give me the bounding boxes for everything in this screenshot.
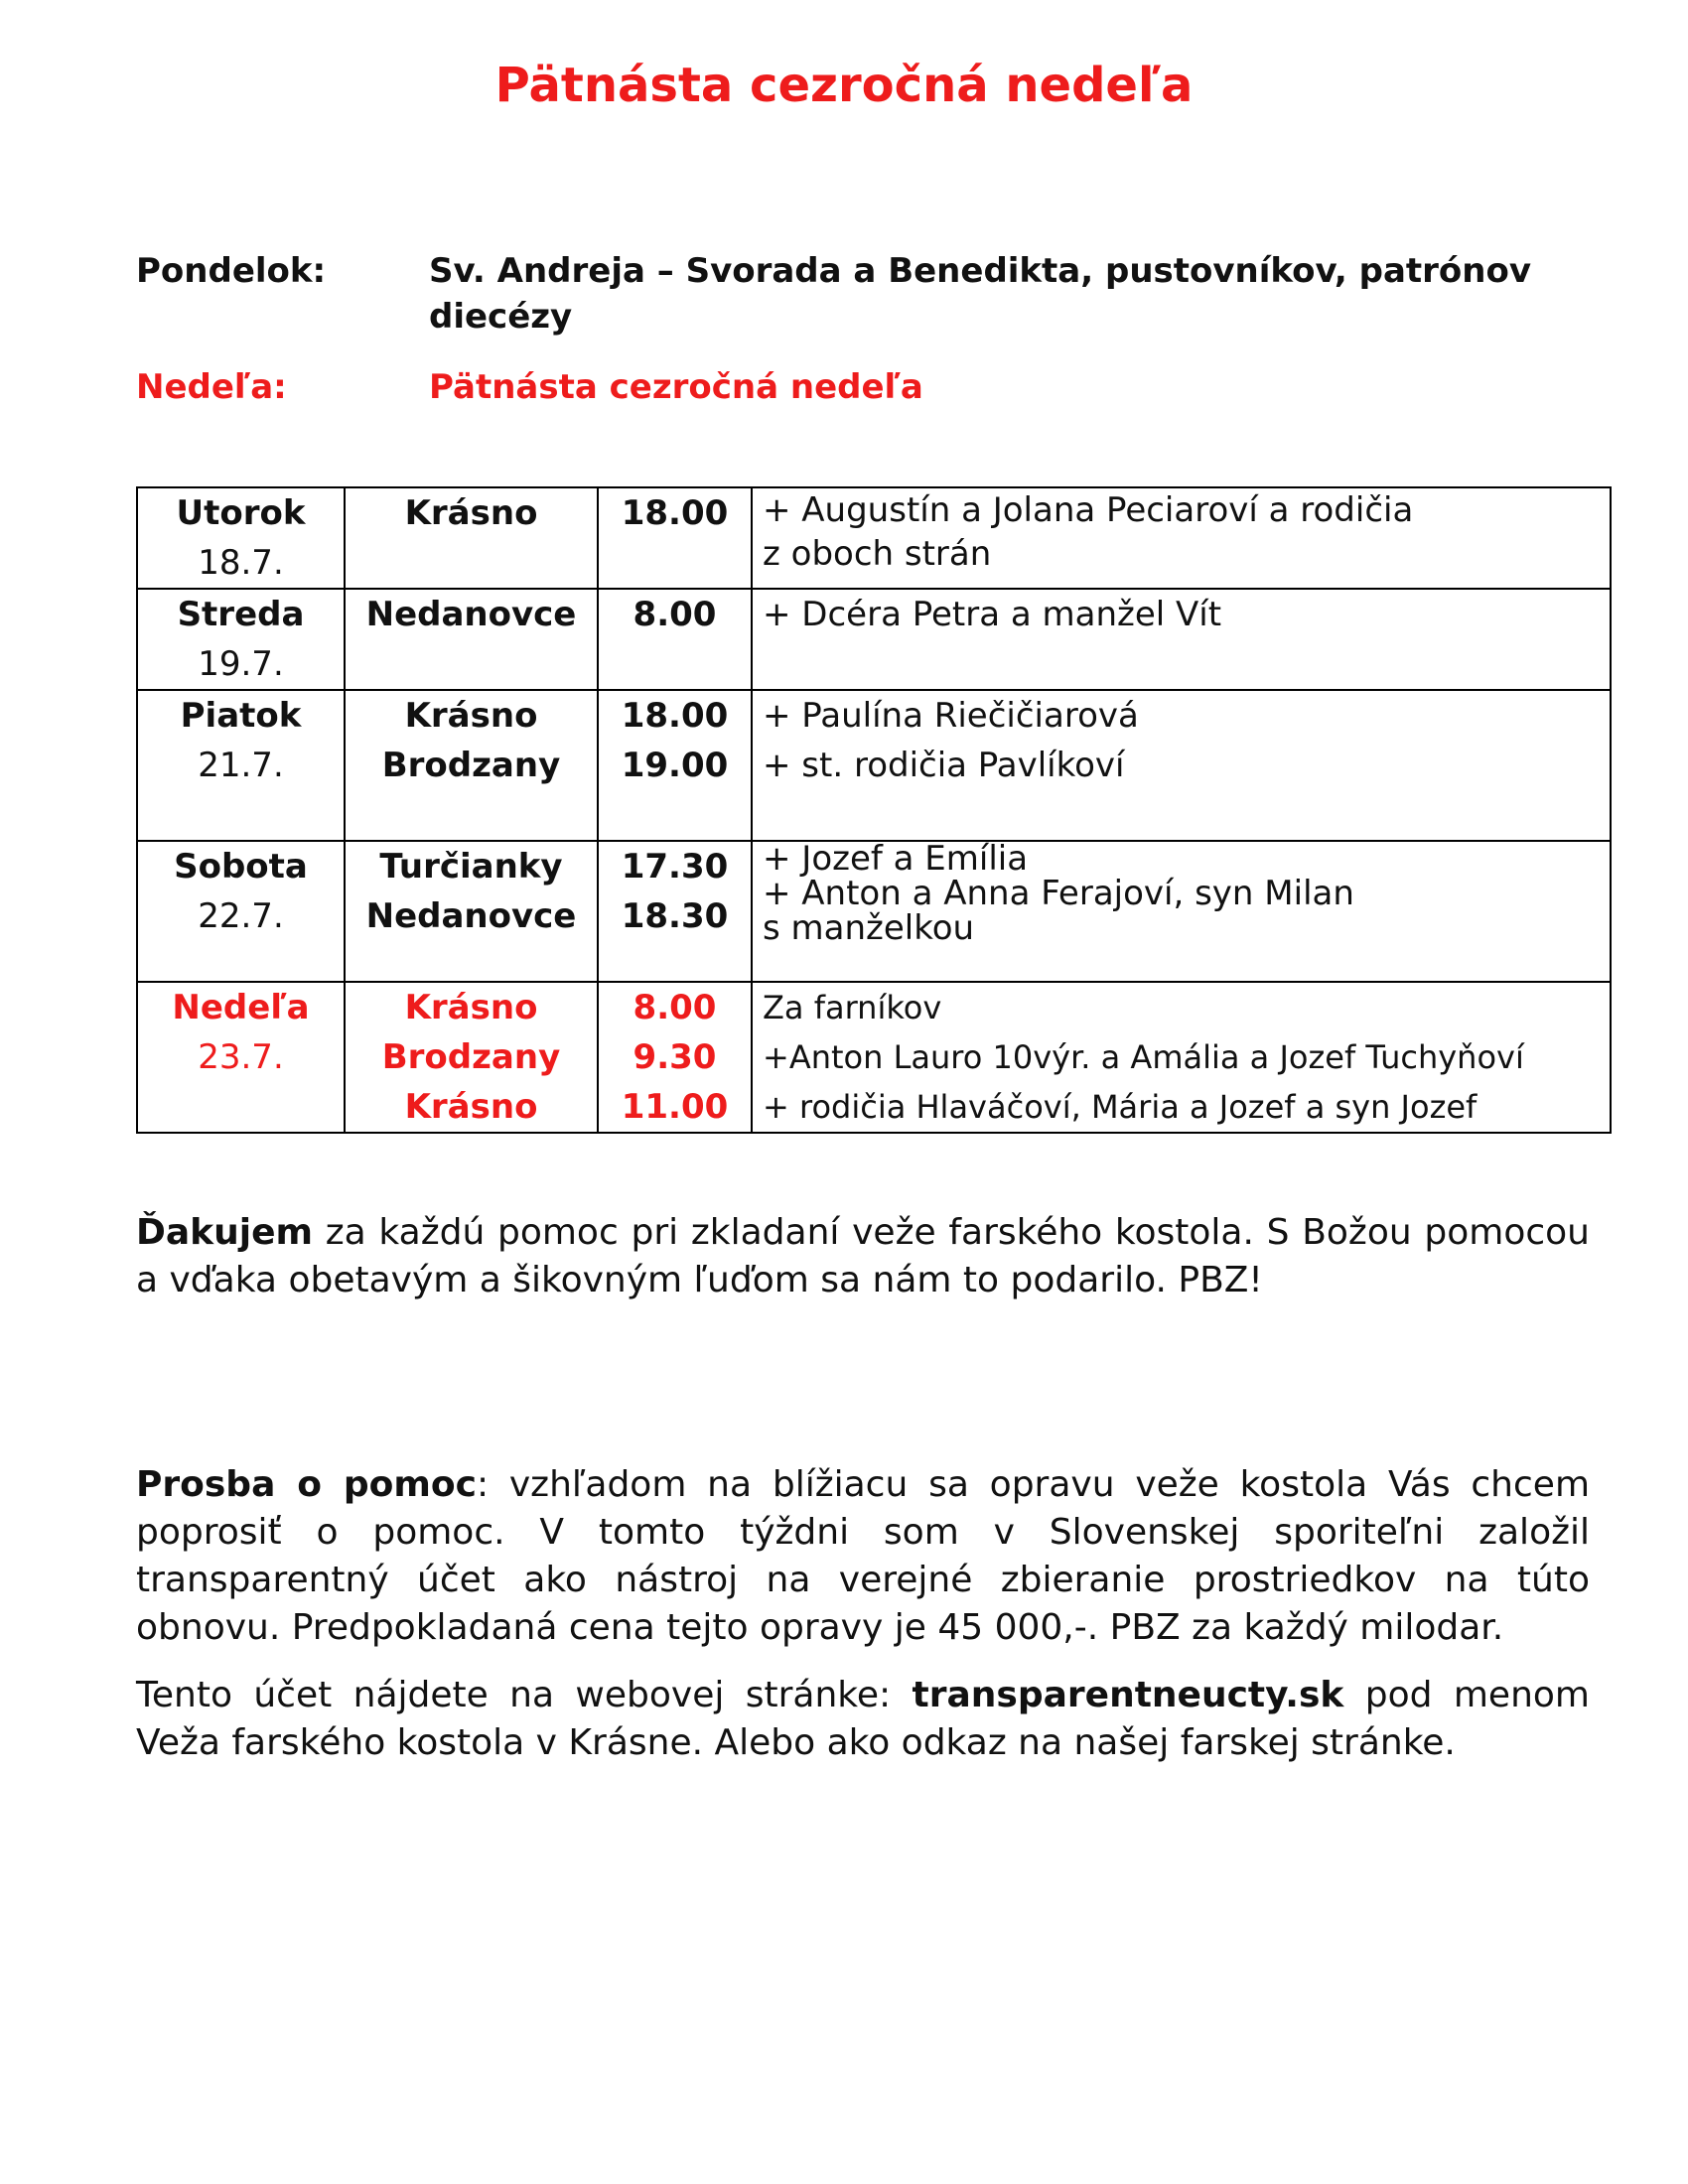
place-name: Krásno bbox=[404, 696, 538, 736]
account-website[interactable]: transparentneucty.sk bbox=[912, 1675, 1344, 1715]
schedule-place-cell bbox=[345, 982, 598, 1133]
mass-time: 19.00 bbox=[621, 746, 729, 785]
place-name: Turčianky bbox=[379, 847, 563, 887]
day-date: 22.7. bbox=[198, 896, 284, 936]
mass-intention: s manželkou bbox=[763, 908, 975, 948]
place-name: Brodzany bbox=[381, 746, 561, 785]
day-name: Utorok bbox=[176, 493, 306, 533]
thanks-lead: Ďakujem bbox=[136, 1212, 314, 1253]
mass-intention: Za farníkov bbox=[763, 989, 942, 1026]
schedule-row bbox=[137, 841, 1611, 982]
feast-name: Sv. Andreja – Svorada a Benedikta, pustovníkov, patrónov diecézy bbox=[429, 251, 1531, 337]
schedule-time-cell bbox=[598, 982, 752, 1133]
place-name: Brodzany bbox=[381, 1037, 561, 1077]
schedule-intention-cell bbox=[752, 589, 1611, 690]
mass-schedule-table bbox=[136, 486, 1612, 1134]
page-title: Pätnásta cezročná nedeľa bbox=[494, 58, 1194, 113]
mass-intention: + Augustín a Jolana Peciaroví a rodičia bbox=[763, 490, 1414, 530]
schedule-row bbox=[137, 982, 1611, 1133]
schedule-place-cell bbox=[345, 487, 598, 589]
schedule-place-cell bbox=[345, 589, 598, 690]
account-text-after: pod menom Veža farského kostola v Krásne. Alebo ako odkaz na našej farskej stránke. bbox=[136, 1675, 1590, 1763]
schedule-time-cell bbox=[598, 690, 752, 841]
place-name: Krásno bbox=[404, 1087, 538, 1127]
day-name: Streda bbox=[177, 595, 305, 634]
day-name: Sobota bbox=[174, 847, 308, 887]
feast-day: Pondelok: bbox=[136, 251, 327, 291]
schedule-intention-cell bbox=[752, 982, 1611, 1133]
place-name: Nedanovce bbox=[365, 896, 577, 936]
schedule-time-cell bbox=[598, 589, 752, 690]
schedule-intention-cell bbox=[752, 487, 1611, 589]
schedule-place-cell bbox=[345, 690, 598, 841]
schedule-day-cell bbox=[137, 841, 345, 982]
mass-time: 8.00 bbox=[633, 988, 717, 1027]
mass-time: 17.30 bbox=[621, 847, 729, 887]
schedule-intention-cell bbox=[752, 690, 1611, 841]
thanks-text: za každú pomoc pri zkladaní veže farského kostola. S Božou pomocou a vďaka obetavým a šikovným ľuďom sa nám to podarilo. PBZ! bbox=[136, 1212, 1590, 1300]
schedule-day-cell bbox=[137, 690, 345, 841]
mass-intention: + rodičia Hlaváčoví, Mária a Jozef a syn Jozef bbox=[763, 1088, 1477, 1126]
day-name: Piatok bbox=[180, 696, 302, 736]
schedule-row bbox=[137, 589, 1611, 690]
schedule-time-cell bbox=[598, 841, 752, 982]
appeal-lead: Prosba o pomoc bbox=[136, 1464, 477, 1505]
schedule-intention-cell bbox=[752, 841, 1611, 982]
schedule-row bbox=[137, 487, 1611, 589]
appeal-paragraph bbox=[136, 1461, 1590, 1652]
place-name: Krásno bbox=[404, 493, 538, 533]
day-date: 23.7. bbox=[198, 1037, 284, 1077]
mass-intention: z oboch strán bbox=[763, 534, 992, 574]
mass-intention: + Paulína Riečičiarová bbox=[763, 696, 1139, 736]
schedule-day-cell bbox=[137, 589, 345, 690]
place-name: Krásno bbox=[404, 988, 538, 1027]
mass-time: 8.00 bbox=[633, 595, 717, 634]
appeal-text: : vzhľadom na blížiacu sa opravu veže kostola Vás chcem poprosiť o pomoc. V tomto týždni som v Slovenskej sporiteľni založil transparentný účet ako nástroj na verejné zbieranie prostriedkov na túto obnovu. Predpokladaná cena tejto opravy je 45 000,-. PBZ za každý milodar. bbox=[136, 1464, 1591, 1648]
mass-intention: + st. rodičia Pavlíkoví bbox=[763, 746, 1125, 785]
schedule-day-cell bbox=[137, 487, 345, 589]
mass-time: 11.00 bbox=[621, 1087, 729, 1127]
feast-name: Pätnásta cezročná nedeľa bbox=[429, 367, 923, 407]
day-date: 21.7. bbox=[198, 746, 284, 785]
mass-time: 18.30 bbox=[621, 896, 729, 936]
thanks-paragraph bbox=[136, 1209, 1590, 1304]
mass-intention: + Dcéra Petra a manžel Vít bbox=[763, 595, 1222, 634]
feast-day: Nedeľa: bbox=[136, 367, 287, 407]
day-date: 18.7. bbox=[198, 543, 284, 583]
day-date: 19.7. bbox=[198, 644, 284, 684]
mass-intention: +Anton Lauro 10výr. a Amália a Jozef Tuchyňoví bbox=[763, 1038, 1524, 1076]
mass-intention: + Anton a Anna Ferajoví, syn Milan bbox=[763, 874, 1354, 913]
mass-time: 18.00 bbox=[621, 493, 729, 533]
schedule-day-cell bbox=[137, 982, 345, 1133]
schedule-row bbox=[137, 690, 1611, 841]
schedule-place-cell bbox=[345, 841, 598, 982]
schedule-time-cell bbox=[598, 487, 752, 589]
day-name: Nedeľa bbox=[172, 988, 310, 1027]
mass-intention: + Jozef a Emília bbox=[763, 839, 1029, 879]
place-name: Nedanovce bbox=[365, 595, 577, 634]
mass-time: 18.00 bbox=[621, 696, 729, 736]
account-text-before: Tento účet nájdete na webovej stránke: bbox=[136, 1675, 913, 1715]
account-paragraph bbox=[136, 1672, 1590, 1767]
mass-time: 9.30 bbox=[633, 1037, 717, 1077]
